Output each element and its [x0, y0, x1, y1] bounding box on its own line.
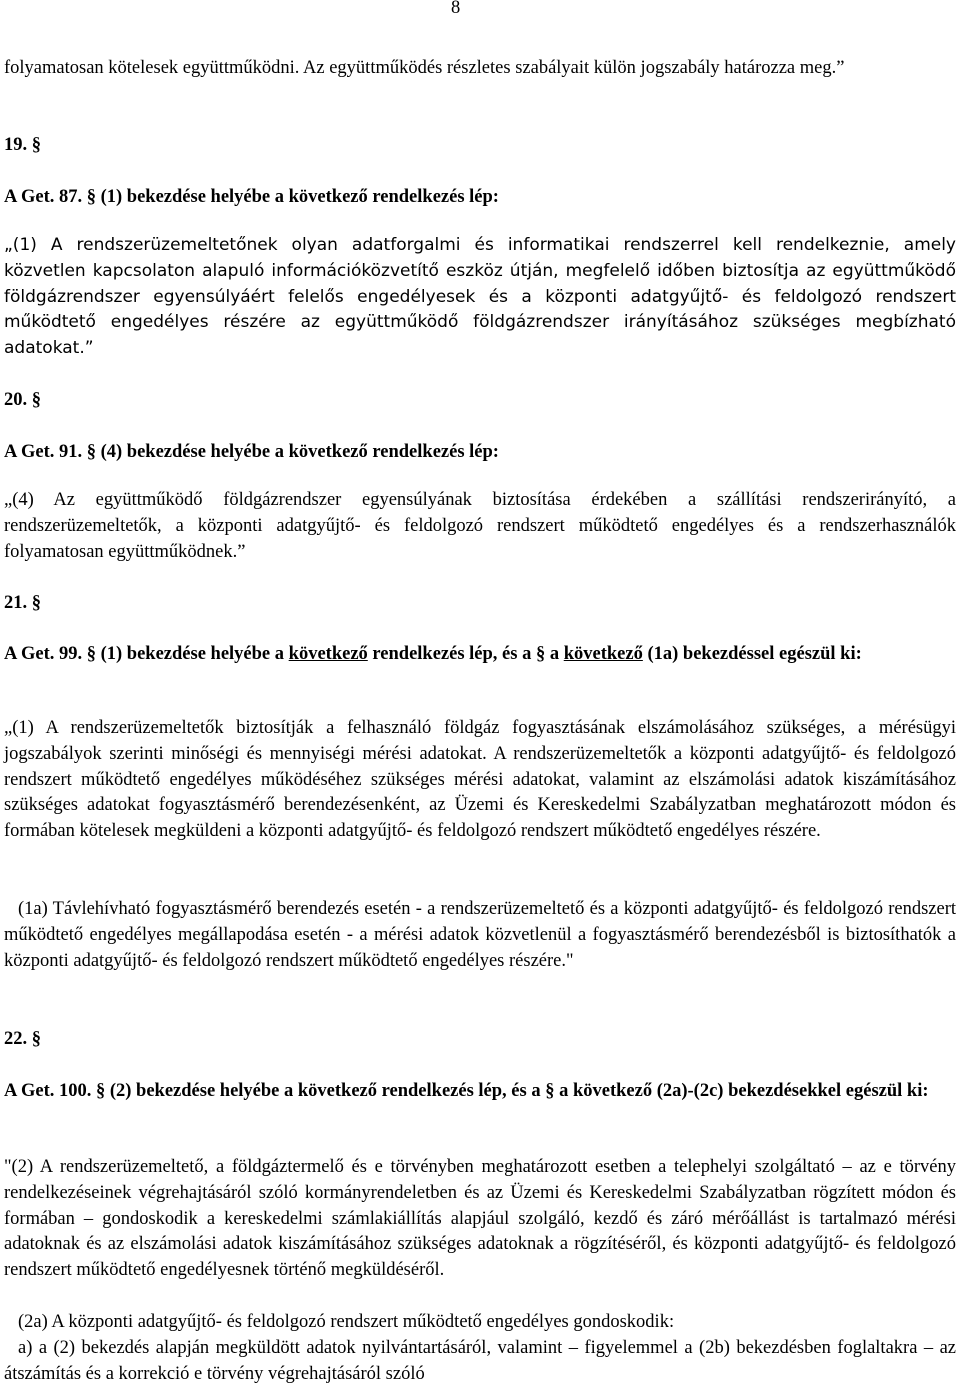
page-number: 8	[451, 0, 461, 18]
section-19-label: 19. §	[4, 135, 41, 155]
section-21-heading-part-e: (1a) bekezdéssel egészül ki:	[642, 644, 862, 664]
section-22-text-3: a) a (2) bekezdés alapján megküldött adatok nyilvántartásáról, valamint – figyelemmel a (2b) bekezdésben foglaltakra – az átszámítás és a korrekció e törvény végrehajtásáról szóló	[4, 1338, 956, 1384]
section-22-text-2: (2a) A központi adatgyűjtő- és feldolgozó rendszert működtető engedélyes gondoskodik:	[18, 1312, 675, 1332]
section-21-heading-part-c: rendelkezés lép, és a § a	[367, 644, 564, 664]
section-20-label: 20. §	[4, 390, 41, 410]
section-19-heading: A Get. 87. § (1) bekezdése helyébe a következő rendelkezés lép:	[4, 187, 499, 207]
section-22-number	[4, 1027, 956, 1053]
section-22-text-1: "(2) A rendszerüzemeltető, a földgáztermelő és e törvényben meghatározott esetben a telephelyi szolgáltató – az e törvény rendelkezéseinek végrehajtásáról szóló kormányrendeletben és az Üzemi és Kereskedelmi Szabályzatban rögzített módon és formában – gondoskodik a kereskedelmi számlakiállítás alapjául szolgáló, kezdő és záró mérőállást is tartalmazó mérési adatoknak és az elszámolási adatok kiszámításához szükséges adatoknak a rögzítéséről, és központi adatgyűjtő- és feldolgozó rendszert működtető engedélyesnek történő megküldéséről.	[4, 1157, 956, 1281]
section-19-number	[4, 133, 956, 159]
section-21-label: 21. §	[4, 593, 41, 613]
section-21-number	[4, 591, 956, 617]
intro-paragraph: folyamatosan kötelesek együttműködni. Az együttműködés részletes szabályait külön jogszabály határozza meg.”	[4, 58, 845, 78]
section-20-heading: A Get. 91. § (4) bekezdése helyébe a következő rendelkezés lép:	[4, 442, 499, 462]
section-22-label: 22. §	[4, 1029, 41, 1049]
section-20-number	[4, 388, 956, 414]
section-21-heading-part-a: A Get. 99. § (1) bekezdése helyébe a	[4, 644, 289, 664]
section-22-heading: A Get. 100. § (2) bekezdése helyébe a következő rendelkezés lép, és a § a következő (2a)-(2c) bekezdésekkel egészül ki:	[4, 1081, 929, 1101]
section-21-text-2: (1a) Távlehívható fogyasztásmérő berendezés esetén - a rendszerüzemeltető és a központi adatgyűjtő- és feldolgozó rendszert működtető engedélyes megállapodása esetén - a mérési adatok közvetlenül a fogyasztásmérő berendezésből is biztosíthatók a központi adatgyűjtő- és feldolgozó rendszert működtető engedélyes részére."	[4, 899, 956, 971]
section-19-text: „(1) A rendszerüzemeltetőnek olyan adatforgalmi és informatikai rendszerrel kell rendelkeznie, amely közvetlen kapcsolaton alapuló információközvetítő eszköz útján, megfelelő időben biztosítja az együttműködő földgázrendszer egyensúlyáért felelős engedélyesek és a központi adatgyűjtő- és feldolgozó rendszert működtető engedélyes részére az együttműködő földgázrendszer irányításához szükséges megbízható adatokat.”	[4, 235, 956, 359]
section-21-heading-underlined-1: következő	[288, 644, 368, 664]
section-21-heading-underlined-2: következő	[563, 644, 643, 664]
section-21-heading	[4, 642, 956, 668]
section-20-text: „(4) Az együttműködő földgázrendszer egyensúlyának biztosítása érdekében a szállítási rendszerirányító, a rendszerüzemeltetők, a központi adatgyűjtő- és feldolgozó rendszert működtető engedélyes és a rendszerhasználók folyamatosan együttműködnek.”	[4, 490, 956, 562]
section-21-text-1: „(1) A rendszerüzemeltetők biztosítják a felhasználó földgáz fogyasztásának elszámolásához szükséges, a mérésügyi jogszabályok szerinti minőségi és mennyiségi mérési adatokat. A rendszerüzemeltetők a központi adatgyűjtő- és feldolgozó rendszert működtető engedélyes működéséhez szükséges mérési adatokat, valamint az elszámolási adatok kiszámításához szükséges adatokat fogyasztásmérő berendezésenként, az Üzemi és Kereskedelmi Szabályzatban meghatározott módon és formában kötelesek megküldeni a központi adatgyűjtő- és feldolgozó rendszert működtető engedélyes részére.	[4, 718, 956, 842]
